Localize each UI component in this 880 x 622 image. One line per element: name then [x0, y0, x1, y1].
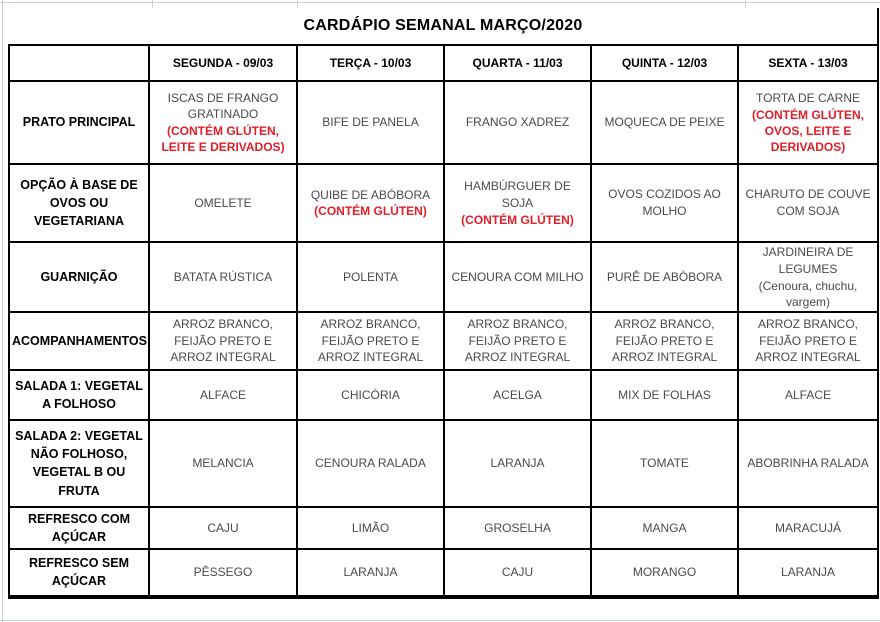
dish-name: HAMBÚRGUER DE SOJA — [464, 179, 571, 210]
dish-name: CENOURA COM MILHO — [451, 269, 584, 284]
menu-cell — [738, 507, 878, 549]
day-header-row — [9, 45, 878, 81]
menu-row — [9, 242, 878, 312]
dish-name: ALFACE — [785, 387, 832, 402]
dish-name: ISCAS DE FRANGO GRATINADO — [167, 90, 279, 122]
row-label: GUARNIÇÃO — [9, 242, 149, 312]
allergen-warning: (CONTÉM GLÚTEN, LEITE E DERIVADOS) — [161, 124, 285, 155]
menu-row — [9, 420, 878, 507]
row-label: SALADA 2: VEGETAL NÃO FOLHOSO, VEGETAL B OU FRUTA — [9, 420, 149, 507]
menu-cell — [297, 507, 444, 549]
day-header: SEXTA - 13/03 — [738, 45, 878, 81]
menu-cell — [738, 420, 878, 507]
dish-name: QUIBE DE ABÓBORA — [310, 187, 431, 202]
dish-name: MIX DE FOLHAS — [618, 387, 711, 402]
menu-cell — [149, 420, 297, 507]
dish-name: ARROZ BRANCO, FEIJÃO PRETO E ARROZ INTEGRAL — [611, 316, 718, 365]
menu-cell — [297, 312, 444, 370]
dish-name: LARANJA — [490, 456, 545, 471]
row-label: SALADA 1: VEGETAL A FOLHOSO — [9, 370, 149, 420]
row-label: ACOMPANHAMENTOS — [9, 312, 149, 370]
menu-cell — [591, 164, 738, 242]
menu-cell — [444, 420, 591, 507]
menu-cell — [591, 420, 738, 507]
dish-name: ACELGA — [493, 387, 542, 402]
dish-name: ARROZ BRANCO, FEIJÃO PRETO E ARROZ INTEGRAL — [755, 316, 861, 365]
menu-cell — [444, 312, 591, 370]
dish-name: ARROZ BRANCO, FEIJÃO PRETO E ARROZ INTEGRAL — [464, 316, 571, 365]
menu-cell — [149, 164, 297, 242]
dish-name: CENOURA RALADA — [315, 456, 426, 471]
dish-name: LARANJA — [343, 565, 398, 580]
menu-cell — [149, 81, 297, 164]
menu-cell — [591, 507, 738, 549]
menu-cell — [738, 312, 878, 370]
dish-name: MOQUECA DE PEIXE — [604, 115, 725, 130]
menu-cell — [149, 242, 297, 312]
gridline — [297, 0, 298, 8]
dish-name: OMELETE — [194, 195, 252, 210]
gridline — [2, 0, 3, 622]
gridline — [0, 2, 880, 3]
allergen-warning: (CONTÉM GLÚTEN) — [461, 212, 574, 227]
menu-cell — [738, 549, 878, 597]
row-label: REFRESCO SEM AÇÚCAR — [9, 549, 149, 597]
menu-cell — [297, 81, 444, 164]
row-label: OPÇÃO À BASE DE OVOS OU VEGETARIANA — [9, 164, 149, 242]
dish-name: TOMATE — [640, 456, 689, 471]
dish-name: OVOS COZIDOS AO MOLHO — [608, 187, 721, 218]
menu-cell — [738, 370, 878, 420]
dish-name: MORANGO — [632, 565, 697, 580]
dish-name: BIFE DE PANELA — [322, 115, 419, 130]
gridline — [0, 620, 880, 621]
allergen-warning: (CONTÉM GLÚTEN) — [314, 204, 427, 219]
menu-cell — [149, 370, 297, 420]
menu-cell — [591, 81, 738, 164]
dish-name: LIMÃO — [351, 520, 390, 535]
menu-cell — [738, 242, 878, 312]
menu-cell — [444, 164, 591, 242]
dish-name: ABOBRINHA RALADA — [747, 456, 869, 471]
menu-cell — [591, 312, 738, 370]
menu-row — [9, 549, 878, 597]
weekly-menu-table — [8, 8, 879, 599]
dish-name: PURÊ DE ABÓBORA — [606, 269, 723, 284]
menu-row — [9, 507, 878, 549]
day-header: QUARTA - 11/03 — [444, 45, 591, 81]
menu-row — [9, 312, 878, 370]
menu-cell — [444, 242, 591, 312]
dish-name: MELANCIA — [192, 456, 254, 471]
dish-name: FRANGO XADREZ — [465, 115, 570, 130]
dish-name: CAJU — [207, 520, 239, 535]
menu-cell — [297, 242, 444, 312]
corner-cell — [9, 45, 149, 81]
dish-name: GROSELHA — [484, 520, 551, 535]
dish-name: MANGA — [642, 520, 687, 535]
dish-name: JARDINEIRA DE LEGUMES — [762, 245, 854, 276]
row-label: PRATO PRINCIPAL — [9, 81, 149, 164]
dish-name: CHARUTO DE COUVE COM SOJA — [745, 187, 871, 218]
dish-name: PÊSSEGO — [193, 565, 253, 580]
menu-cell — [149, 507, 297, 549]
menu-cell — [444, 507, 591, 549]
allergen-warning: (CONTÉM GLÚTEN, OVOS, LEITE E DERIVADOS) — [752, 107, 865, 154]
dish-name: CAJU — [501, 565, 534, 580]
dish-name: ARROZ BRANCO, FEIJÃO PRETO E ARROZ INTEGRAL — [317, 316, 424, 365]
dish-name: CHICÓRIA — [341, 387, 400, 402]
dish-name: POLENTA — [342, 269, 399, 284]
menu-cell — [149, 549, 297, 597]
menu-cell — [444, 81, 591, 164]
row-label: REFRESCO COM AÇÚCAR — [9, 507, 149, 549]
day-header: QUINTA - 12/03 — [591, 45, 738, 81]
menu-cell — [444, 549, 591, 597]
page-title: CARDÁPIO SEMANAL MARÇO/2020 — [9, 8, 878, 45]
menu-row — [9, 164, 878, 242]
menu-cell — [738, 164, 878, 242]
menu-cell — [297, 370, 444, 420]
dish-name: ARROZ BRANCO, FEIJÃO PRETO E ARROZ INTEGRAL — [170, 316, 276, 365]
dish-note: (Cenoura, chuchu, vargem) — [758, 278, 858, 309]
dish-name: BATATA RÚSTICA — [173, 269, 273, 284]
day-header: TERÇA - 10/03 — [297, 45, 444, 81]
menu-cell — [297, 420, 444, 507]
gridline — [745, 0, 746, 8]
menu-cell — [297, 549, 444, 597]
dish-name: TORTA DE CARNE — [756, 90, 861, 105]
dish-name: ALFACE — [199, 387, 247, 402]
menu-row — [9, 370, 878, 420]
menu-cell — [444, 370, 591, 420]
dish-name: MARACUJÁ — [775, 520, 842, 535]
menu-cell — [738, 81, 878, 164]
dish-name: LARANJA — [781, 565, 836, 580]
menu-cell — [591, 242, 738, 312]
day-header: SEGUNDA - 09/03 — [149, 45, 297, 81]
menu-cell — [297, 164, 444, 242]
title-row — [9, 8, 878, 45]
menu-cell — [591, 549, 738, 597]
menu-cell — [591, 370, 738, 420]
menu-row — [9, 81, 878, 164]
menu-cell — [149, 312, 297, 370]
gridline — [152, 0, 153, 8]
